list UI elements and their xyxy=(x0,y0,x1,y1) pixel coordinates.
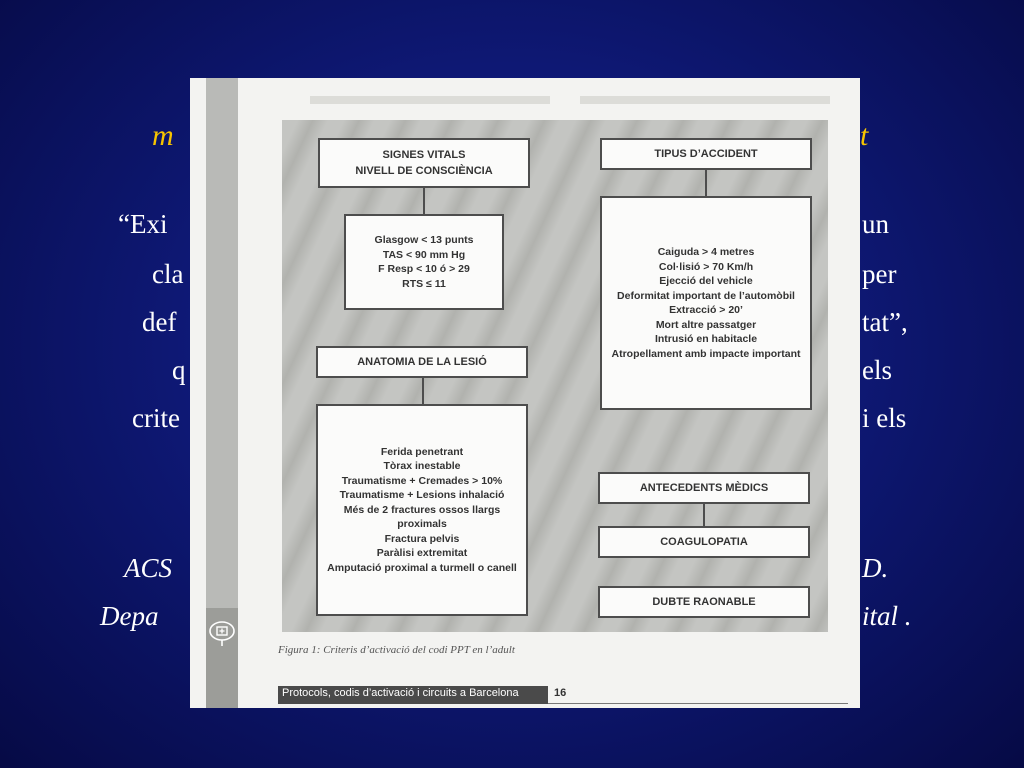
accident-criteria-box xyxy=(600,196,812,410)
slide-ref-2-left: Depa xyxy=(100,601,159,631)
slide-line-2-left: cla xyxy=(152,259,184,289)
criterion: TAS < 90 mm Hg xyxy=(382,248,466,261)
slide-line-3-left: def xyxy=(142,307,177,337)
anatomy-criteria-box xyxy=(316,404,528,616)
slide-line-5-right: i els xyxy=(862,403,907,433)
slide-line-5-left: crite xyxy=(132,403,180,433)
bleed-through-text xyxy=(580,96,830,104)
connector-line xyxy=(422,378,424,404)
vitals-header-line-1: SIGNES VITALS xyxy=(382,149,466,161)
slide-title-right-fragment: t xyxy=(860,119,869,152)
scanned-document-page xyxy=(190,78,860,708)
criterion: Extracció > 20’ xyxy=(669,304,743,316)
criterion: Traumatisme + Lesions inhalació xyxy=(339,489,505,502)
connector-line xyxy=(703,504,705,526)
slide-line-4-left: q xyxy=(172,355,186,385)
slide-title-left-fragment: m xyxy=(152,119,174,152)
vitals-criteria-box xyxy=(344,214,504,310)
coagulopatia-box xyxy=(598,526,810,558)
slide-line-1-left: “Exi xyxy=(118,209,168,239)
page-number: 16 xyxy=(554,687,567,699)
slide-line-1-right: un xyxy=(862,209,889,239)
criterion: Caiguda > 4 metres xyxy=(657,246,755,258)
criterion: F Resp < 10 ó > 29 xyxy=(378,263,470,275)
criterion: Fractura pelvis xyxy=(384,532,460,545)
criterion: Ferida penetrant xyxy=(380,445,464,458)
criterion: Glasgow < 13 punts xyxy=(374,234,474,246)
slide-ref-1-right: D. xyxy=(862,553,889,583)
criterion: RTS ≤ 11 xyxy=(402,277,446,290)
criterion: Atropellament amb impacte important xyxy=(611,347,801,360)
criterion: Col·lisió > 70 Km/h xyxy=(658,260,754,273)
dubte-raonable-label: DUBTE RAONABLE xyxy=(652,596,756,608)
slide-line-3-right: tat”, xyxy=(862,307,908,337)
criterion: Paràlisi extremitat xyxy=(376,547,468,560)
vitals-header-box xyxy=(318,138,530,188)
slide-ref-2-right: ital . xyxy=(862,601,912,631)
footer-label: Protocols, codis d’activació i circuits a Barcelona xyxy=(282,687,519,699)
criterion: Mort altre passatger xyxy=(655,318,757,331)
slide-ref-1-left: ACS xyxy=(124,553,173,583)
criterion: Intrusió en habitacle xyxy=(654,333,758,345)
accident-header-label: TIPUS D’ACCIDENT xyxy=(654,148,758,160)
antecedents-header-label: ANTECEDENTS MÈDICS xyxy=(639,482,769,494)
slide-line-4-right: els xyxy=(862,355,892,385)
figure-caption: Figura 1: Criteris d’activació del codi PPT en l’adult xyxy=(278,644,515,656)
footer-rule xyxy=(548,703,848,704)
criterion: Deformitat important de l’automòbil xyxy=(617,289,795,302)
flowchart-figure xyxy=(282,120,828,632)
connector-line xyxy=(423,188,425,214)
anatomy-header-box xyxy=(316,346,528,378)
criterion: Més de 2 fractures ossos llargs proximals xyxy=(343,503,501,531)
vitals-header-line-2: NIVELL DE CONSCIÈNCIA xyxy=(355,165,493,177)
accident-header-box xyxy=(600,138,812,170)
coagulopatia-label: COAGULOPATIA xyxy=(660,536,748,548)
dubte-raonable-box xyxy=(598,586,810,618)
bleed-through-text xyxy=(310,96,550,104)
criterion: Traumatisme + Cremades > 10% xyxy=(341,474,503,487)
criterion: Amputació proximal a turmell o canell xyxy=(327,561,517,574)
antecedents-header-box xyxy=(598,472,810,504)
anatomy-header-label: ANATOMIA DE LA LESIÓ xyxy=(357,356,487,368)
connector-line xyxy=(705,170,707,196)
medical-kit-logo-icon xyxy=(208,618,236,648)
slide-line-2-right: per xyxy=(862,259,897,289)
criterion: Tòrax inestable xyxy=(383,460,461,473)
criterion: Ejecció del vehicle xyxy=(659,275,753,287)
